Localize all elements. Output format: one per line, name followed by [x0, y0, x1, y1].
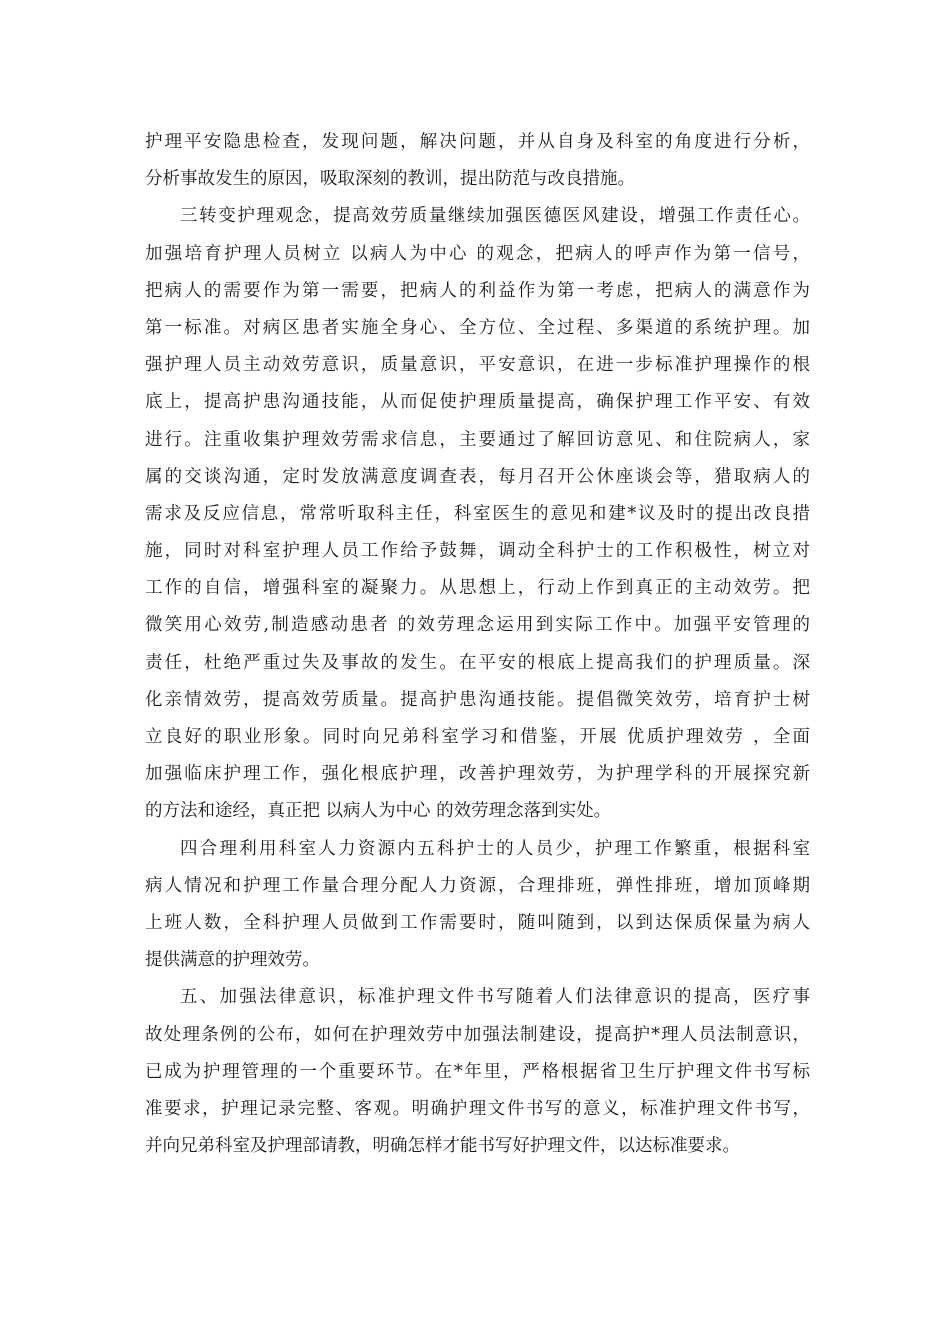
text-line: 责任，杜绝严重过失及事故的发生。在平安的根底上提高我们的护理质量。深	[145, 652, 810, 673]
document-body	[145, 124, 810, 1165]
text-line: 强护理人员主动效劳意识，质量意识，平安意识，在进一步标准护理操作的根	[145, 355, 810, 376]
text-line: 工作的自信，增强科室的凝聚力。从思想上，行动上作到真正的主动效劳。把	[145, 578, 810, 599]
text-line: 并向兄弟科室及护理部请教，明确怎样才能书写好护理文件，以达标准要求。	[145, 1136, 740, 1157]
text-line: 三转变护理观念，提高效劳质量继续加强医德医风建设，增强工作责任心。	[180, 206, 810, 227]
text-line: 属的交谈沟通，定时发放满意度调查表，每月召开公休座谈会等，猎取病人的	[145, 466, 810, 487]
text-line: 准要求，护理记录完整、客观。明确护理文件书写的意义，标准护理文件书写，	[145, 1098, 810, 1119]
text-line: 加强临床护理工作，强化根底护理，改善护理效劳，为护理学科的开展探究新	[145, 764, 810, 785]
paragraph	[145, 124, 810, 198]
text-line: 微笑用心效劳,制造感动患者 的效劳理念运用到实际工作中。加强平安管理的	[145, 615, 810, 636]
text-line: 底上，提高护患沟通技能，从而促使护理质量提高，确保护理工作平安、有效	[145, 392, 810, 413]
text-line: 进行。注重收集护理效劳需求信息，主要通过了解回访意见、和住院病人，家	[145, 429, 810, 450]
text-line: 四合理利用科室人力资源内五科护士的人员少，护理工作繁重，根据科室	[180, 838, 810, 859]
text-line: 提供满意的护理效劳。	[145, 950, 320, 971]
text-line: 第一标准。对病区患者实施全身心、全方位、全过程、多渠道的系统护理。加	[145, 317, 810, 338]
text-line: 施，同时对科室护理人员工作给予鼓舞，调动全科护士的工作积极性，树立对	[145, 541, 810, 562]
text-line: 加强培育护理人员树立 以病人为中心 的观念，把病人的呼声作为第一信号，	[145, 243, 810, 264]
text-line: 的方法和途经，真正把 以病人为中心 的效劳理念落到实处。	[145, 801, 612, 822]
text-line: 护理平安隐患检查，发现问题，解决问题，并从自身及科室的角度进行分析，	[145, 132, 810, 152]
text-line: 上班人数，全科护理人员做到工作需要时，随叫随到，以到达保质保量为病人	[145, 912, 810, 933]
text-line: 立良好的职业形象。同时向兄弟科室学习和借鉴，开展 优质护理效劳 ，全面	[145, 727, 810, 747]
text-line: 分析事故发生的原因，吸取深刻的教训，提出防范与改良措施。	[145, 169, 635, 190]
paragraph	[145, 198, 810, 830]
text-line: 故处理条例的公布，如何在护理效劳中加强法制建设，提高护*理人员法制意识，	[145, 1024, 810, 1045]
text-line: 已成为护理管理的一个重要环节。在*年里，严格根据省卫生厅护理文件书写标	[145, 1061, 810, 1082]
text-line: 化亲情效劳，提高效劳质量。提高护患沟通技能。提倡微笑效劳，培育护士树	[145, 689, 810, 710]
text-line: 需求及反应信息，常常听取科主任，科室医生的意见和建*议及时的提出改良措	[145, 503, 810, 524]
text-line: 五、加强法律意识，标准护理文件书写随着人们法律意识的提高，医疗事	[180, 987, 810, 1008]
paragraph	[145, 979, 810, 1165]
text-line: 把病人的需要作为第一需要，把病人的利益作为第一考虑，把病人的满意作为	[145, 280, 810, 301]
text-line: 病人情况和护理工作量合理分配人力资源，合理排班，弹性排班，增加顶峰期	[145, 875, 810, 896]
paragraph	[145, 831, 810, 980]
